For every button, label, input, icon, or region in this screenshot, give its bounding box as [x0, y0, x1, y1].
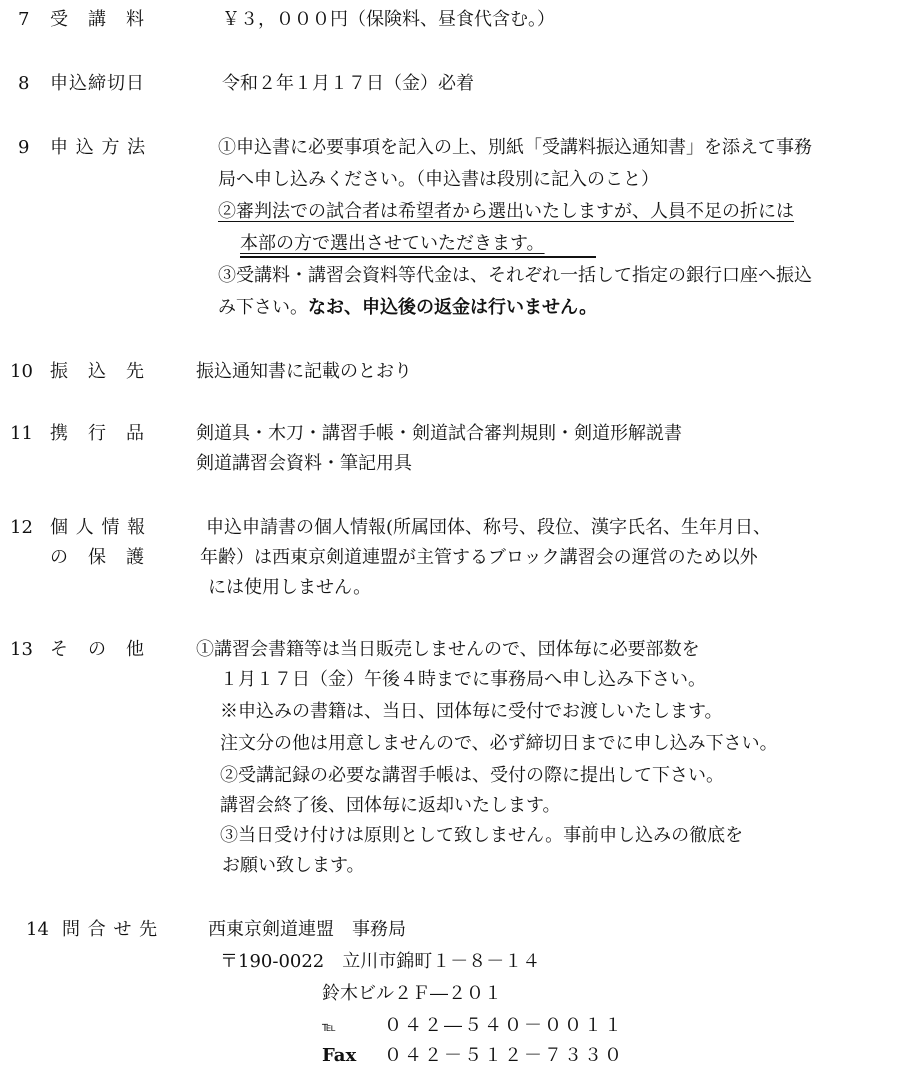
item-13-label: そ の 他	[50, 639, 145, 660]
contact-address: 〒190-0022 立川市錦町１－８－１４	[220, 951, 541, 972]
item-8-text: 令和２年１月１７日（金）必着	[222, 73, 474, 94]
item-9-label: 申 込 方 法	[50, 137, 147, 158]
item-7-text: ￥３，０００円（保険料、昼食代含む。）	[222, 9, 555, 30]
item-13-line-5: ②受講記録の必要な講習手帳は、受付の際に提出して下さい。	[220, 765, 724, 786]
item-9-line-6-text: み下さい。	[218, 297, 308, 318]
contact-tel-row	[322, 1014, 624, 1040]
item-9-line-6	[218, 296, 597, 320]
item-13-line-8: お願い致します。	[222, 855, 365, 876]
fax-number: ０４２－５１２－７３３０	[384, 1045, 624, 1066]
item-13-line-1: ①講習会書籍等は当日販売しませんので、団体毎に必要部数を	[196, 639, 700, 660]
item-12-label-1: 個 人 情 報	[50, 517, 147, 538]
item-10-label: 振 込 先	[50, 361, 145, 382]
item-10-text: 振込通知書に記載のとおり	[196, 361, 412, 382]
item-11-line-1: 剣道具・木刀・講習手帳・剣道試合審判規則・剣道形解説書	[196, 423, 682, 444]
item-12-label-2: の 保 護	[50, 547, 145, 568]
tel-label: ℡	[322, 1020, 336, 1035]
item-9-line-2: 局へ申し込みください。（申込書は段別に記入のこと）	[218, 169, 659, 190]
item-13-line-6: 講習会終了後、団体毎に返却いたします。	[220, 795, 561, 816]
fax-label: Fax	[322, 1045, 357, 1066]
item-9-underline-bar	[240, 256, 596, 258]
item-13-line-7: ③当日受け付けは原則として致しません。事前申し込みの徹底を	[220, 825, 744, 846]
item-12-line-3: には使用しません。	[208, 577, 372, 598]
item-7-number: 7	[18, 9, 30, 30]
contact-organization: 西東京剣道連盟 事務局	[208, 919, 406, 940]
contact-building: 鈴木ビル２Ｆ―２０１	[322, 983, 502, 1004]
item-13-line-2: １月１７日（金）午後４時までに事務局へ申し込み下さい。	[220, 669, 706, 690]
item-12-line-2: 年齢）は西東京剣道連盟が主管するブロック講習会の運営のため以外	[200, 547, 758, 568]
item-13-number: 13	[10, 639, 33, 660]
tel-number: ０４２―５４０－００１１	[384, 1015, 624, 1036]
item-12-line-1: 申込申請書の個人情報(所属団体、称号、段位、漢字氏名、生年月日、	[206, 517, 772, 538]
item-11-line-2: 剣道講習会資料・筆記用具	[196, 453, 412, 474]
item-7-label: 受 講 料	[50, 9, 145, 30]
item-13-line-3: ※申込みの書籍は、当日、団体毎に受付でお渡しいたします。	[220, 701, 723, 722]
item-8-label: 申込締切日	[50, 73, 145, 94]
item-12-number: 12	[10, 517, 33, 538]
item-8-number: 8	[18, 73, 30, 94]
item-9-line-3-underlined: ②審判法での試合者は希望者から選出いたしますが、人員不足の折には	[218, 201, 794, 222]
item-9-line-5: ③受講料・講習会資料等代金は、それぞれ一括して指定の銀行口座へ振込	[218, 265, 812, 286]
item-9-line-4-underlined: 本部の方で選出させていただきます。	[240, 233, 545, 254]
contact-fax-row	[322, 1044, 624, 1068]
item-11-label: 携 行 品	[50, 423, 145, 444]
item-9-number: 9	[18, 137, 30, 158]
item-10-number: 10	[10, 361, 33, 382]
item-14-label: 問 合 せ 先	[62, 919, 159, 940]
item-9-refund-notice: なお、申込後の返金は行いません。	[308, 297, 598, 318]
item-11-number: 11	[10, 423, 33, 444]
item-14-number: 14	[26, 919, 49, 940]
item-13-line-4: 注文分の他は用意しませんので、必ず締切日までに申し込み下さい。	[220, 733, 778, 754]
item-9-line-1: ①申込書に必要事項を記入の上、別紙「受講料振込通知書」を添えて事務	[218, 137, 812, 158]
